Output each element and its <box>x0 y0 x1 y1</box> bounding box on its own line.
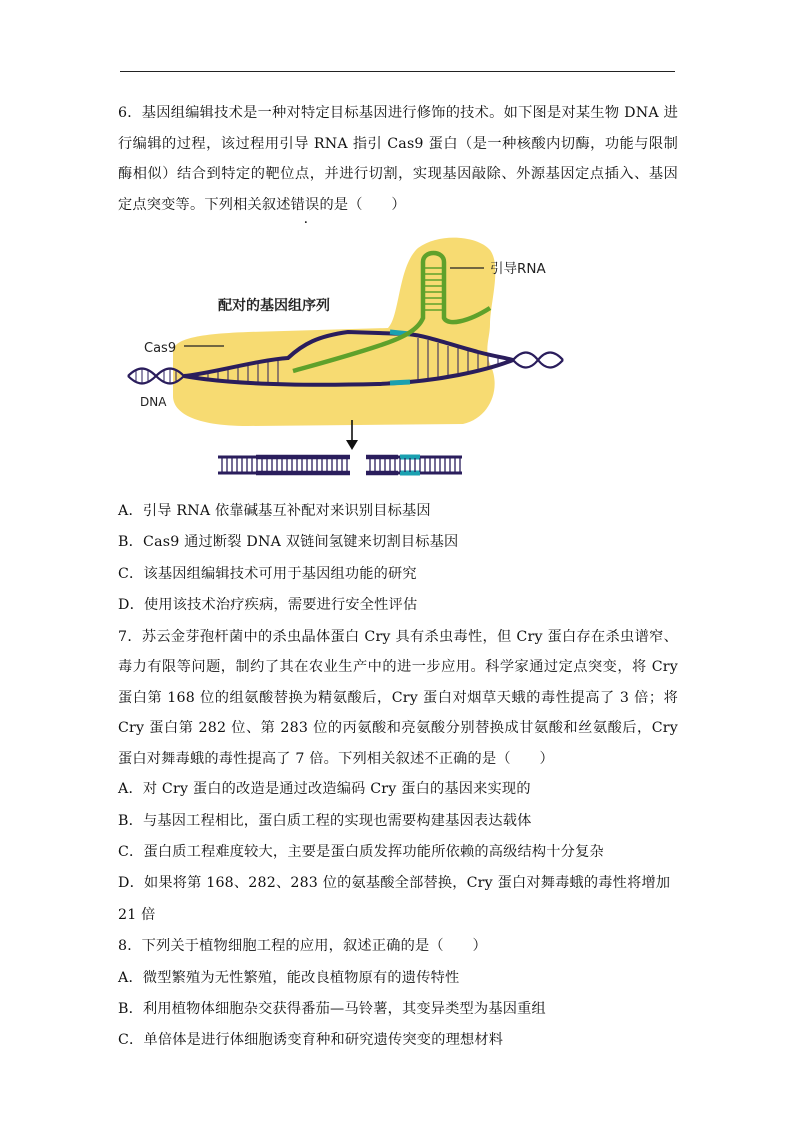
q6-option-a: A．引导 RNA 依靠碱基互补配对来识别目标基因 <box>118 503 431 519</box>
crispr-diagram <box>118 228 678 492</box>
cut-dna-left-fragment <box>218 456 350 474</box>
process-arrow-head <box>346 440 358 450</box>
q8-option-b: B．利用植物体细胞杂交获得番茄—马铃薯，其变异类型为基因重组 <box>118 1000 546 1017</box>
q7-option-d: D．如果将第 168、282、283 位的氨基酸全部替换，Cry 蛋白对舞毒蛾的毒性将增加 21 倍 <box>118 875 671 923</box>
cas9-label: Cas9 <box>144 341 177 356</box>
q7-option-b: B．与基因工程相比，蛋白质工程的实现也需要构建基因表达载体 <box>118 812 532 829</box>
header-rule <box>120 71 675 72</box>
dna-label: DNA <box>140 395 167 409</box>
target-site-highlight-bottom <box>390 382 410 383</box>
q7-option-c: C．蛋白质工程难度较大，主要是蛋白质发挥功能所依赖的高级结构十分复杂 <box>118 843 604 860</box>
q6-option-b: B．Cas9 通过断裂 DNA 双链间氢键来切割目标基因 <box>118 534 459 551</box>
q8-option-c: C．单倍体是进行体细胞诱变育种和研究遗传突变的理想材料 <box>118 1032 504 1049</box>
guide-rna-label: 引导RNA <box>490 261 546 277</box>
q8-stem: 8．下列关于植物细胞工程的应用，叙述正确的是（ ） <box>118 938 487 955</box>
q6-option-d: D．使用该技术治疗疾病，需要进行安全性评估 <box>118 597 418 614</box>
q7-stem: 7．苏云金芽孢杆菌中的杀虫晶体蛋白 Cry 具有杀虫毒性，但 Cry 蛋白存在杀虫谱窄、毒力有限等问题，制约了其在农业生产中的进一步应用。科学家通过定点突变，将 Cry 蛋白第 168 位的组氨酸替换为精氨酸后，Cry 蛋白对烟草天蛾的毒性提高了 3 倍；将 Cry 蛋白第 282 位、第 283 位的丙氨酸和亮氨酸分别替换成甘氨酸和丝氨酸后，Cry 蛋白对舞毒蛾的毒性提高了 7 倍。下列相关叙述不正确的是（ ） <box>118 628 678 767</box>
paired-sequence-label: 配对的基因组序列 <box>218 298 330 314</box>
q7-option-a: A．对 Cry 蛋白的改造是通过改造编码 Cry 蛋白的基因来实现的 <box>118 781 531 798</box>
q8-option-a: A．微型繁殖为无性繁殖，能改良植物原有的遗传特性 <box>118 969 460 986</box>
q6-stem-end: 的是（ ） <box>319 196 406 213</box>
q6-stem-text: 6．基因组编辑技术是一种对特定目标基因进行修饰的技术。如下图是对某生物 DNA 进行编辑的过程，该过程用引导 RNA 指引 Cas9 蛋白（是一种核酸内切酶，功能与限制酶相似）结合到特定的靶位点，并进行切割，实现基因敲除、外源基因定点插入、基因定点突变等。下列相关叙述 <box>118 105 678 213</box>
q6-emphasis-word: 错误 <box>290 196 320 213</box>
q6-stem <box>118 98 678 220</box>
crispr-diagram-svg <box>118 228 678 492</box>
cas9-protein-shape <box>173 238 495 426</box>
q6-option-c: C．该基因组编辑技术可用于基因组功能的研究 <box>118 565 417 582</box>
dna-right-helix <box>513 353 563 368</box>
question-sheet <box>118 98 678 1057</box>
cut-dna-right-rungs <box>370 458 460 472</box>
